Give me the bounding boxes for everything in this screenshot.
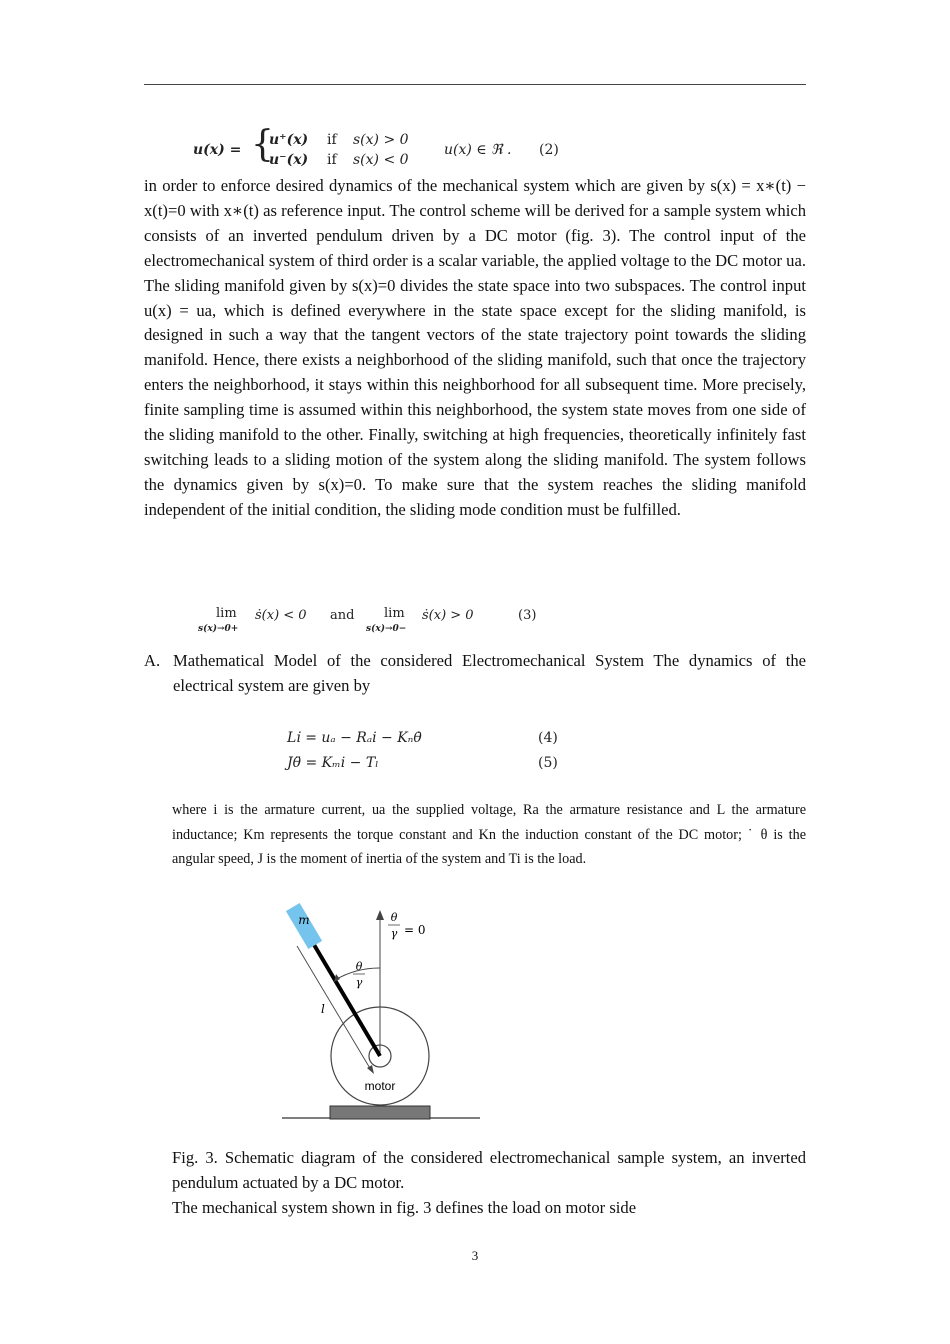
eq2-row1-if: if (327, 132, 337, 148)
mass-label: m (298, 913, 310, 927)
top-theta: θ (390, 911, 398, 924)
angle-theta: θ (355, 960, 363, 973)
equation-5 (287, 755, 567, 775)
page-number: 3 (471, 1248, 479, 1263)
equation-3 (198, 604, 558, 638)
top-equals-zero: = 0 (404, 923, 426, 937)
eq2-row1-u: u⁺(x) (269, 132, 309, 148)
header-rule (144, 84, 806, 85)
eq4-number: (4) (538, 730, 558, 746)
eq3-sub2: s(x)→0− (366, 624, 407, 634)
vertical-arrowhead (376, 910, 384, 920)
eq2-domain: u(x) ∈ ℜ . (444, 142, 512, 158)
top-gamma: γ (390, 927, 398, 940)
eq2-row2-u: u⁻(x) (269, 152, 309, 168)
length-arrowhead (367, 1065, 374, 1074)
after-caption-text: The mechanical system shown in fig. 3 defines the load on motor side (172, 1198, 637, 1217)
motor-base (330, 1106, 430, 1119)
eq3-number: (3) (518, 608, 537, 623)
eq2-brace: { (251, 124, 274, 165)
eq3-lim1: lim (216, 606, 237, 621)
eq5-number: (5) (538, 755, 558, 771)
section-a-marker: A. (144, 651, 161, 670)
eq5-expr: Jθ̈ = Kₘi − Tₗ (287, 755, 379, 771)
eq2-row1-cond: s(x) > 0 (353, 132, 409, 148)
eq2-row2-if: if (327, 152, 337, 168)
eq3-expr1: ṡ(x) < 0 (255, 608, 307, 623)
eq3-and: and (330, 608, 355, 623)
equation-4 (287, 730, 567, 750)
eq2-lhs: u(x) = (193, 142, 242, 158)
figure-caption: Fig. 3. Schematic diagram of the considered electromechanical sample system, an inverted pendulum actuated by a DC motor. (172, 1148, 806, 1192)
pendulum-rod (310, 938, 380, 1056)
section-a (144, 648, 806, 698)
variable-definitions: where i is the armature current, ua the supplied voltage, Ra the armature resistance and L the armature inductance; Km represents the torque constant and Kn the induction constant of the DC motor; ˙ θ is the angular speed, J is the moment of inertia of the system and Ti is the load. (172, 802, 806, 868)
pendulum-figure (270, 888, 500, 1122)
body-paragraph: in order to enforce desired dynamics of the mechanical system which are given by s(x) = x∗(t) − x(t)=0 with x∗(t) as reference input. The control scheme will be derived for a sample system which consists of an inverted pendulum driven by a DC motor (fig. 3). The control input of the electromechanical system of third order is a scalar variable, the applied voltage to the DC motor ua. The sliding manifold given by s(x)=0 divides the state space into two subspaces. The control input u(x) = ua, which is defined everywhere in the state space except for the sliding manifold, is designed in such a way that the tangent vectors of the state trajectory point towards the sliding manifold. Hence, there exists a neighborhood of the sliding manifold, such that once the trajectory enters the neighborhood, it stays within this neighborhood for all subsequent time. More precisely, finite sampling time is assumed within this neighborhood, the system state moves from one side of the sliding manifold to the other. Finally, switching at high frequencies, theoretically infinitely fast switching leads to a sliding motion of the system along the sliding manifold. The system follows the dynamics given by s(x)=0. To make sure that the system reaches the sliding manifold independent of the initial condition, the sliding mode condition must be fulfilled. (144, 176, 806, 519)
length-label: l (321, 1002, 325, 1016)
eq3-expr2: ṡ(x) > 0 (422, 608, 474, 623)
motor-label: motor (364, 1079, 396, 1093)
eq2-number: (2) (539, 142, 559, 158)
section-a-text: Mathematical Model of the considered Electromechanical System The dynamics of the electrical system are given by (173, 651, 806, 695)
eq2-row2-cond: s(x) < 0 (353, 152, 409, 168)
eq4-expr: Li̇ = uₐ − Rₐi − Kₙθ̇ (287, 730, 422, 746)
eq3-lim2: lim (384, 606, 405, 621)
eq3-sub1: s(x)→0+ (198, 624, 239, 634)
angle-gamma: γ (355, 976, 363, 989)
equation-2 (193, 124, 573, 174)
